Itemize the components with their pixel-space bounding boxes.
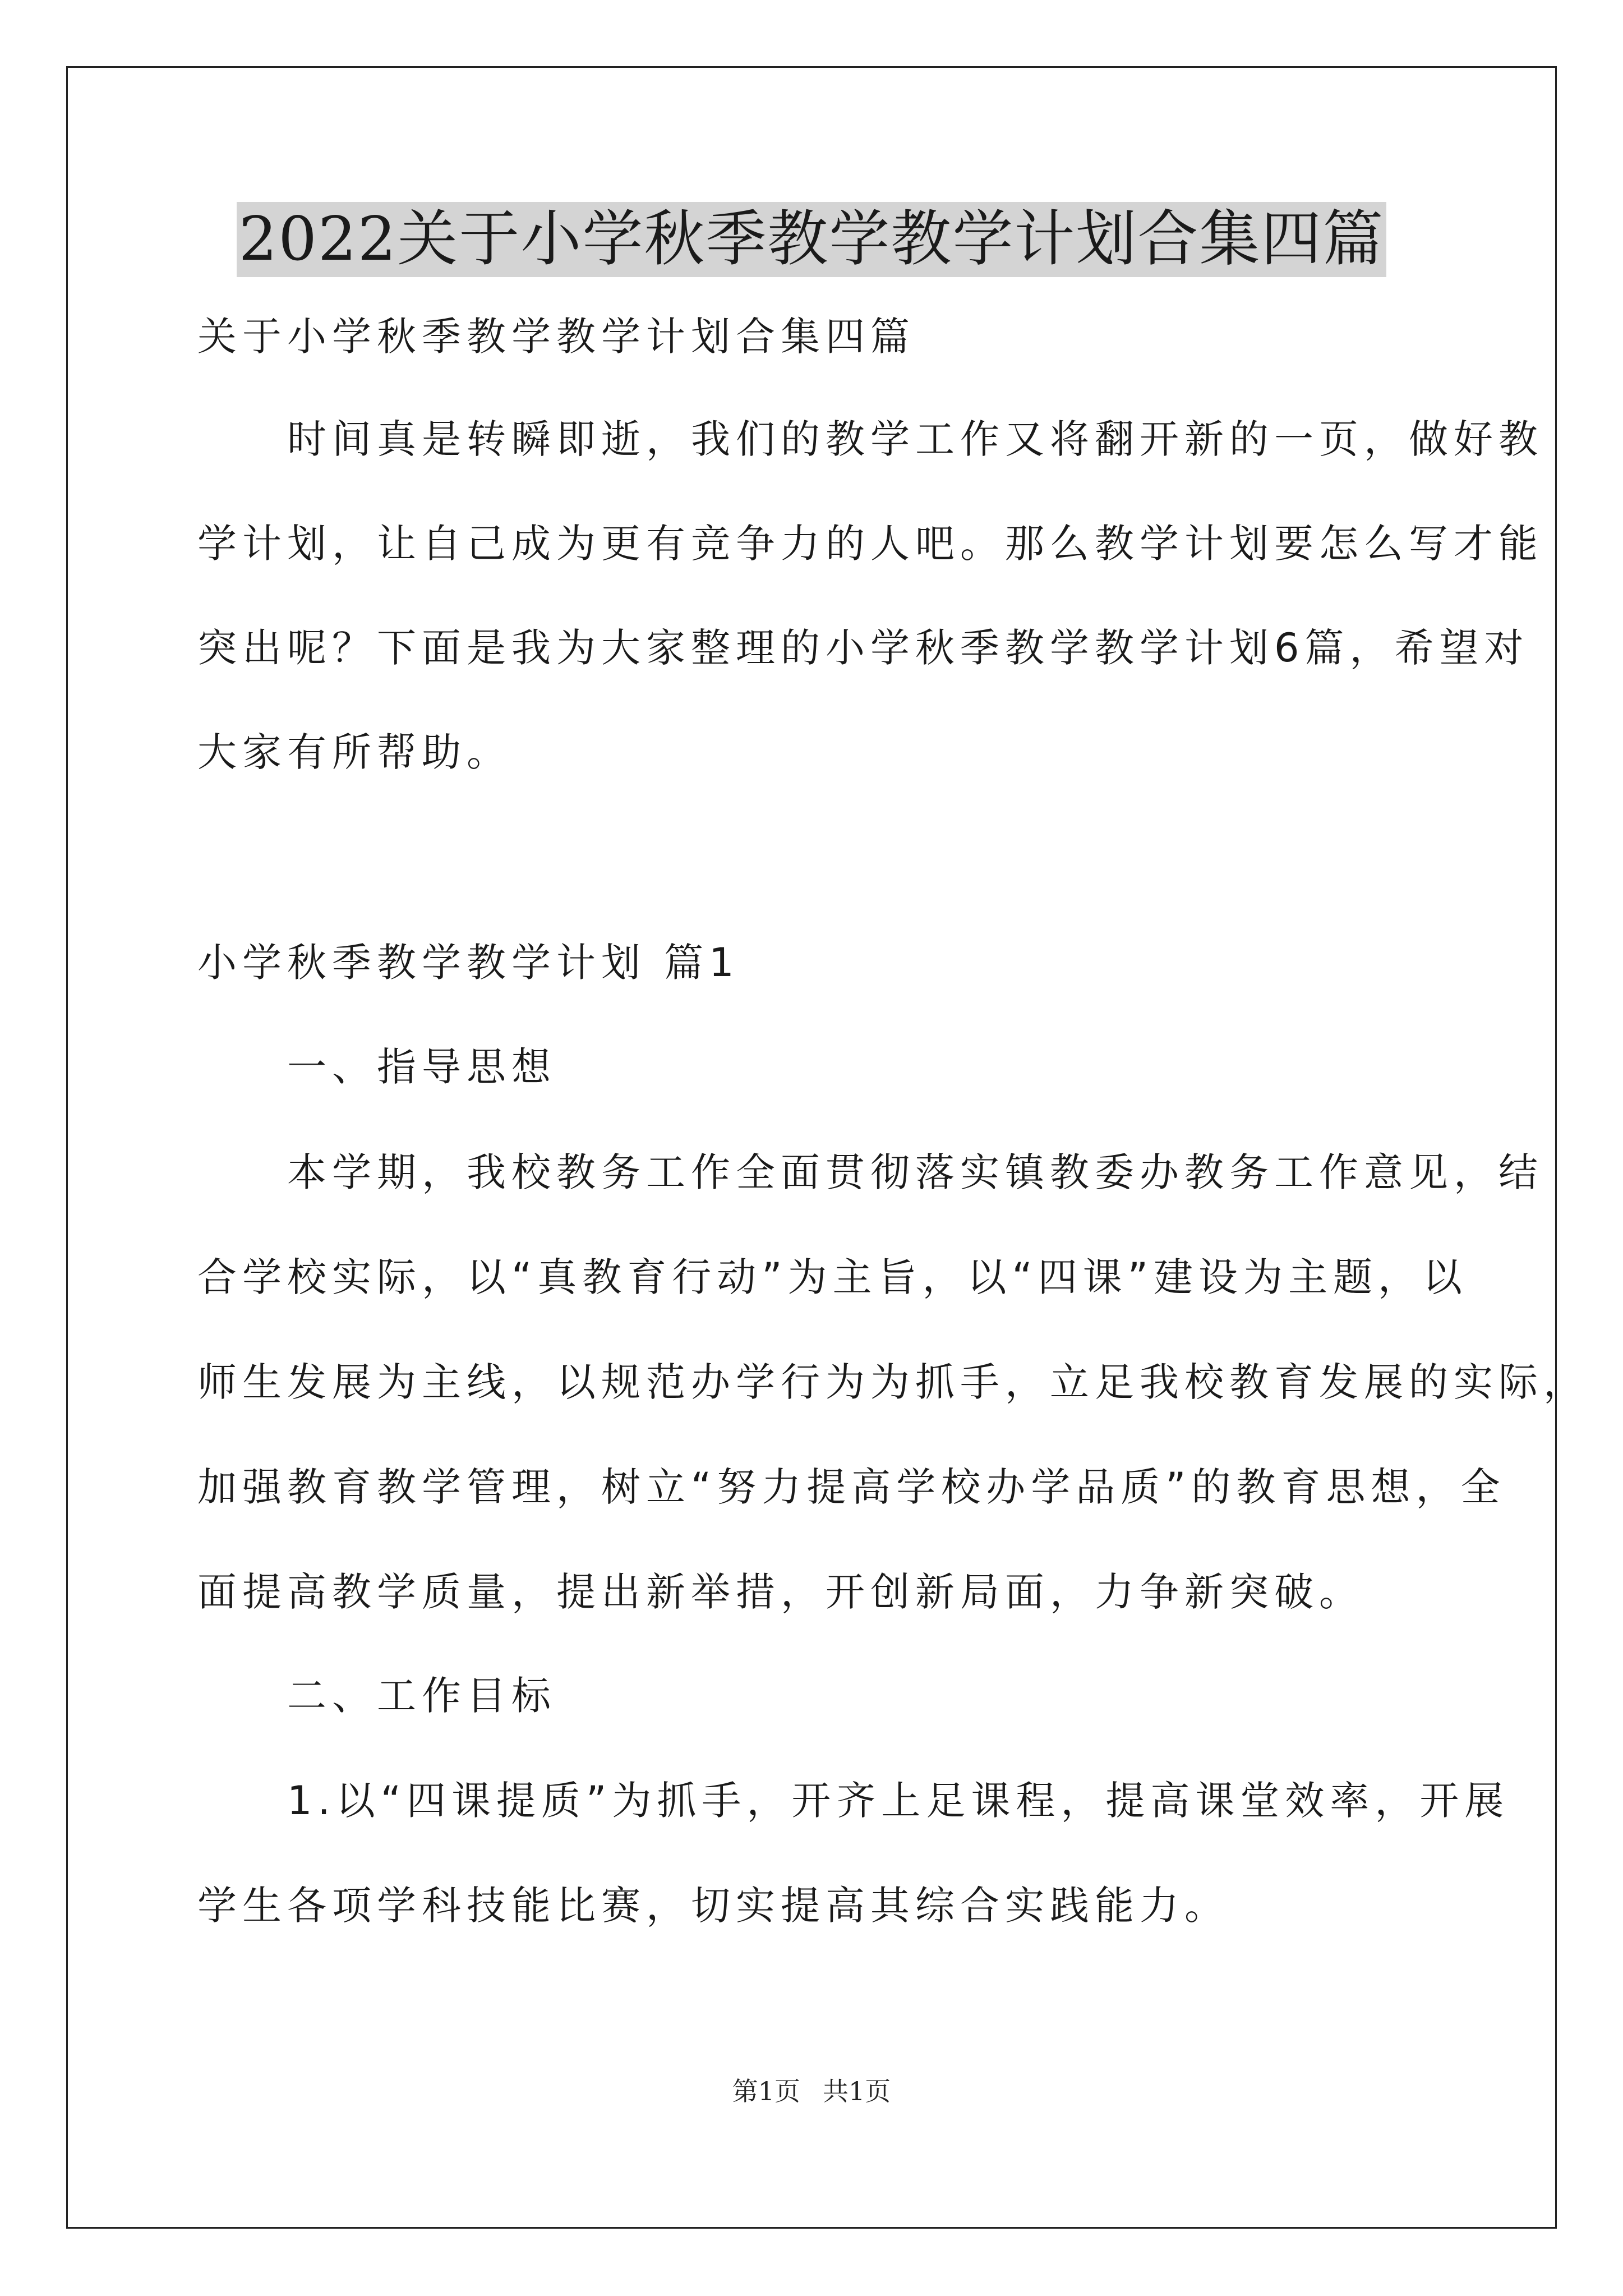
title-container	[0, 202, 1623, 277]
intro-line-3: 突出呢？下面是我为大家整理的小学秋季教学教学计划6篇，希望对	[197, 625, 1529, 671]
body-line-3: 师生发展为主线，以规范办学行为为抓手，立足我校教育发展的实际，	[197, 1359, 1588, 1405]
body-line-1: 本学期，我校教务工作全面贯彻落实镇教委办教务工作意见，结	[197, 1149, 1543, 1195]
page-number-current: 第1页	[732, 2076, 800, 2106]
body-line-5: 面提高教学质量，提出新举措，开创新局面，力争新突破。	[197, 1569, 1364, 1615]
body-line-4: 加强教育教学管理，树立“努力提高学校办学品质”的教育思想，全	[197, 1464, 1506, 1510]
page-footer	[0, 2074, 1623, 2108]
goal-line-1: 1.以“四课提质”为抓手，开齐上足课程，提高课堂效率，开展	[197, 1778, 1510, 1824]
subtitle-line: 关于小学秋季教学教学计划合集四篇	[197, 314, 915, 360]
section-heading: 小学秋季教学教学计划 篇1	[197, 940, 740, 986]
body-line-2: 合学校实际，以“真教育行动”为主旨，以“四课”建设为主题，以	[197, 1254, 1468, 1300]
intro-line-2: 学计划，让自己成为更有竞争力的人吧。那么教学计划要怎么写才能	[197, 521, 1543, 567]
heading-goals: 二、工作目标	[197, 1673, 556, 1719]
document-title: 2022关于小学秋季教学教学计划合集四篇	[237, 202, 1387, 277]
goal-line-2: 学生各项学科技能比赛，切实提高其综合实践能力。	[197, 1883, 1229, 1929]
heading-guiding: 一、指导思想	[197, 1044, 556, 1090]
intro-line-4: 大家有所帮助。	[197, 729, 511, 775]
intro-line-1: 时间真是转瞬即逝，我们的教学工作又将翻开新的一页，做好教	[197, 416, 1543, 462]
page-number-total: 共1页	[823, 2076, 891, 2106]
